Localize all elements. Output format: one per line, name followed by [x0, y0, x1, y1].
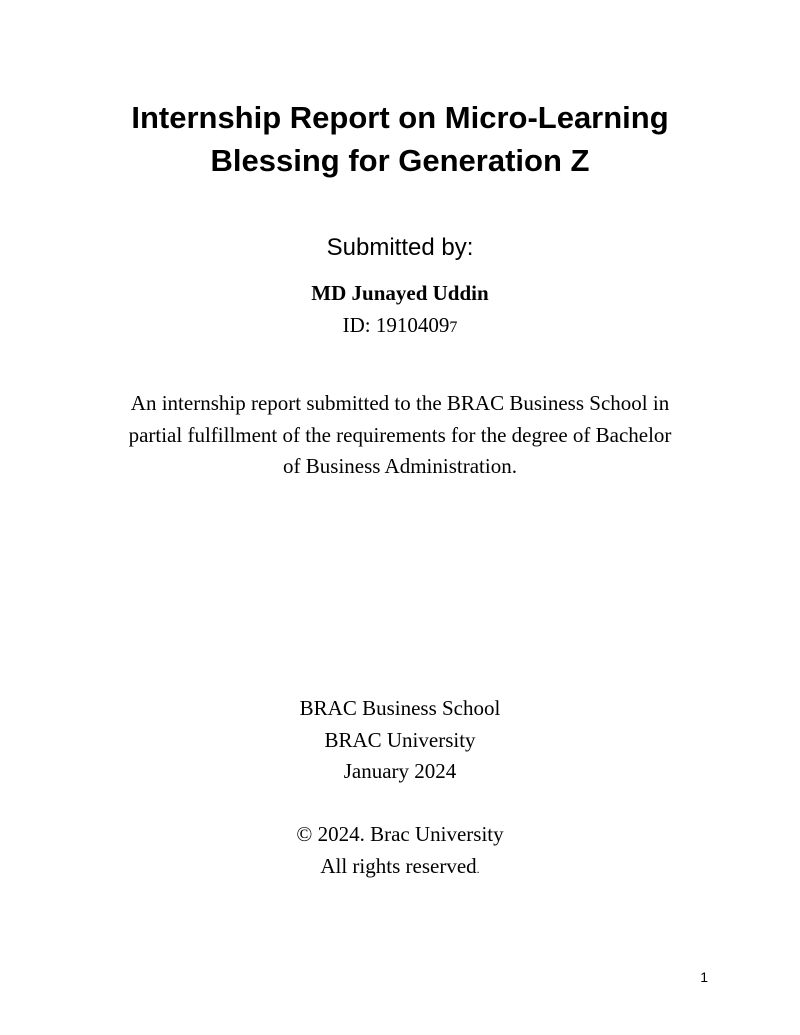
- copyright-block: [0, 819, 800, 885]
- report-description: [0, 388, 800, 483]
- institution-block: [0, 693, 800, 788]
- submitted-by-label: Submitted by:: [326, 234, 474, 261]
- rights-reserved-text: All rights reserved: [320, 853, 477, 878]
- student-id-last-digit: 7: [449, 319, 458, 336]
- author-name: MD Junayed Uddin: [311, 281, 489, 305]
- school-name: BRAC Business School: [299, 696, 501, 720]
- description-line-3: of Business Administration.: [283, 454, 517, 478]
- description-line-1: An internship report submitted to the BRAC Business School in: [130, 391, 670, 415]
- university-name: BRAC University: [324, 727, 476, 752]
- student-id-main: ID: 1910409: [342, 313, 450, 337]
- submission-date: January 2024: [343, 759, 457, 783]
- student-id: [0, 310, 800, 344]
- copyright-line: © 2024. Brac University: [296, 822, 504, 846]
- description-line-2: partial fulfillment of the requirements for the degree of Bachelor: [128, 422, 672, 447]
- rights-reserved-line: [0, 851, 800, 886]
- rights-reserved-period: .: [476, 861, 480, 876]
- report-title: [0, 96, 800, 182]
- page-number: 1: [700, 969, 708, 985]
- report-title-line-2: Blessing for Generation Z: [210, 143, 590, 178]
- report-title-line-1: Internship Report on Micro-Learning: [131, 100, 669, 135]
